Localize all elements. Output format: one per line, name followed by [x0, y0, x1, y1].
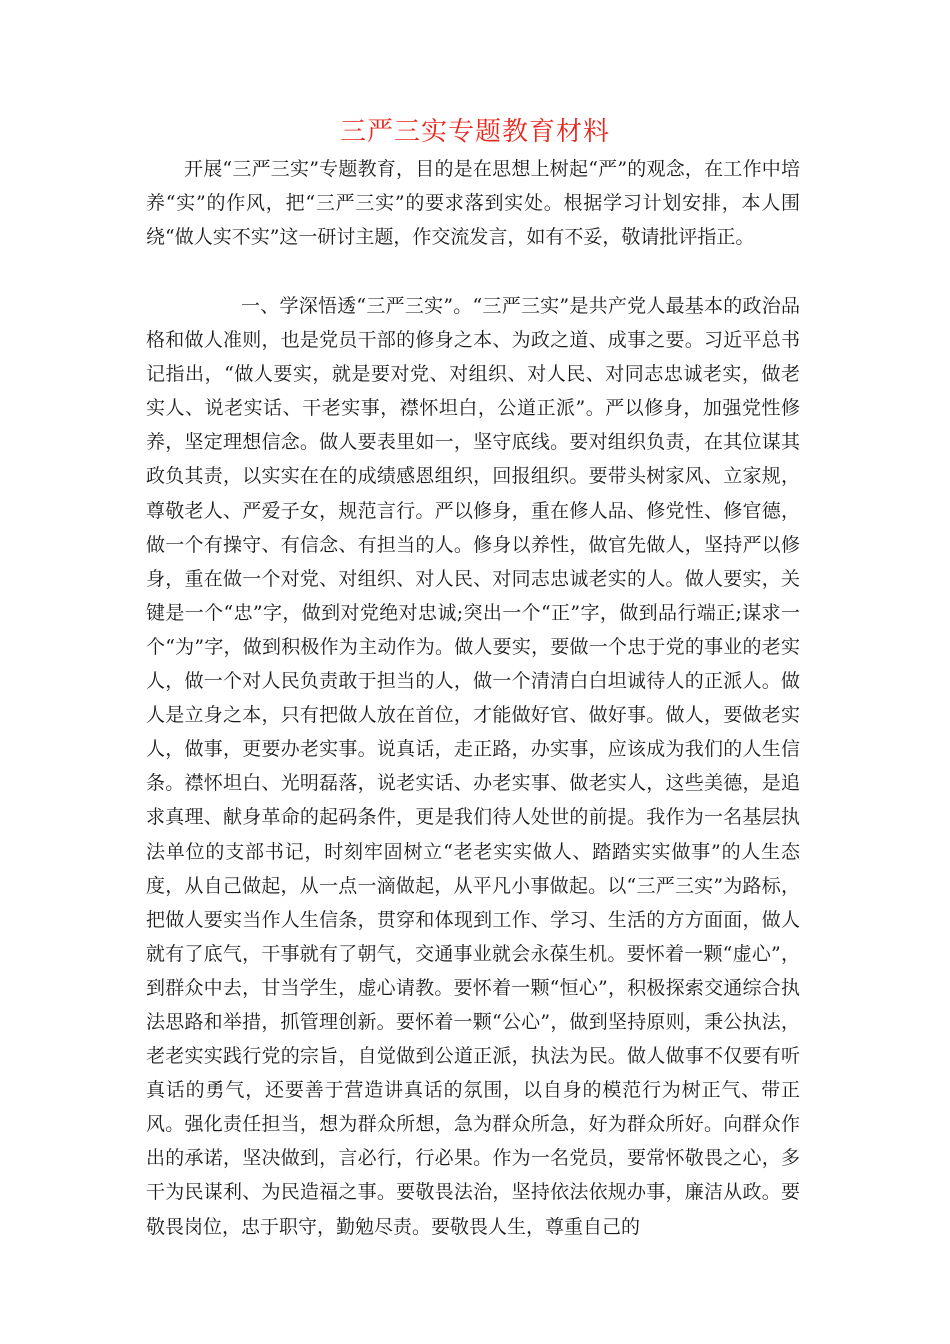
- intro-paragraph: 开展“三严三实”专题教育，目的是在思想上树起“严”的观念，在工作中培养“实”的作风，把“三严三实”的要求落到实处。根据学习计划安排，本人围绕“做人实不实”这一研讨主题，作交流发言，如有不妥，敬请批评指正。: [146, 158, 800, 249]
- section-one-paragraph: 一、学深悟透“三严三实”。“三严三实”是共产党人最基本的政治品格和做人准则，也是党员干部的修身之本、为政之道、成事之要。习近平总书记指出，“做人要实，就是要对党、对组织、对人民、对同志忠诚老实，做老实人、说老实话、干老实事，襟怀坦白，公道正派”。严以修身，加强党性修养，坚定理想信念。做人要表里如一，坚守底线。要对组织负责，在其位谋其政负其责，以实实在在的成绩感恩组织，回报组织。要带头树家风、立家规，尊敬老人、严爱子女，规范言行。严以修身，重在修人品、修党性、修官德，做一个有操守、有信念、有担当的人。修身以养性，做官先做人，坚持严以修身，重在做一个对党、对组织、对人民、对同志忠诚老实的人。做人要实，关键是一个“忠”字，做到对党绝对忠诚;突出一个“正”字，做到品行端正;谋求一个“为”字，做到积极作为主动作为。做人要实，要做一个忠于党的事业的老实人，做一个对人民负责敢于担当的人，做一个清清白白坦诚待人的正派人。做人是立身之本，只有把做人放在首位，才能做好官、做好事。做人，要做老实人，做事，更要办老实事。说真话，走正路，办实事，应该成为我们的人生信条。襟怀坦白、光明磊落，说老实话、办老实事、做老实人，这些美德，是追求真理、献身革命的起码条件，更是我们待人处世的前提。我作为一名基层执法单位的支部书记，时刻牢固树立“老老实实做人、踏踏实实做事”的人生态度，从自己做起，从一点一滴做起，从平凡小事做起。以“三严三实”为路标，把做人要实当作人生信条，贯穿和体现到工作、学习、生活的方方面面，做人就有了底气，干事就有了朝气，交通事业就会永葆生机。要怀着一颗“虚心”，到群众中去，甘当学生，虚心请教。要怀着一颗“恒心”，积极探索交通综合执法思路和举措，抓管理创新。要怀着一颗“公心”，做到坚持原则，秉公执法，老老实实践行党的宗旨，自觉做到公道正派，执法为民。做人做事不仅要有听真话的勇气，还要善于营造讲真话的氛围，以自身的模范行为树正气、带正风。强化责任担当，想为群众所想，急为群众所急，好为群众所好。向群众作出的承诺，坚决做到，言必行，行必果。作为一名党员，要常怀敬畏之心，多干为民谋利、为民造福之事。要敬畏法治，坚持依法依规办事，廉洁从政。要敬畏岗位，忠于职守，勤勉尽责。要敬畏人生，尊重自己的: [146, 295, 800, 1238]
- document-title: 三严三实专题教育材料: [339, 117, 610, 147]
